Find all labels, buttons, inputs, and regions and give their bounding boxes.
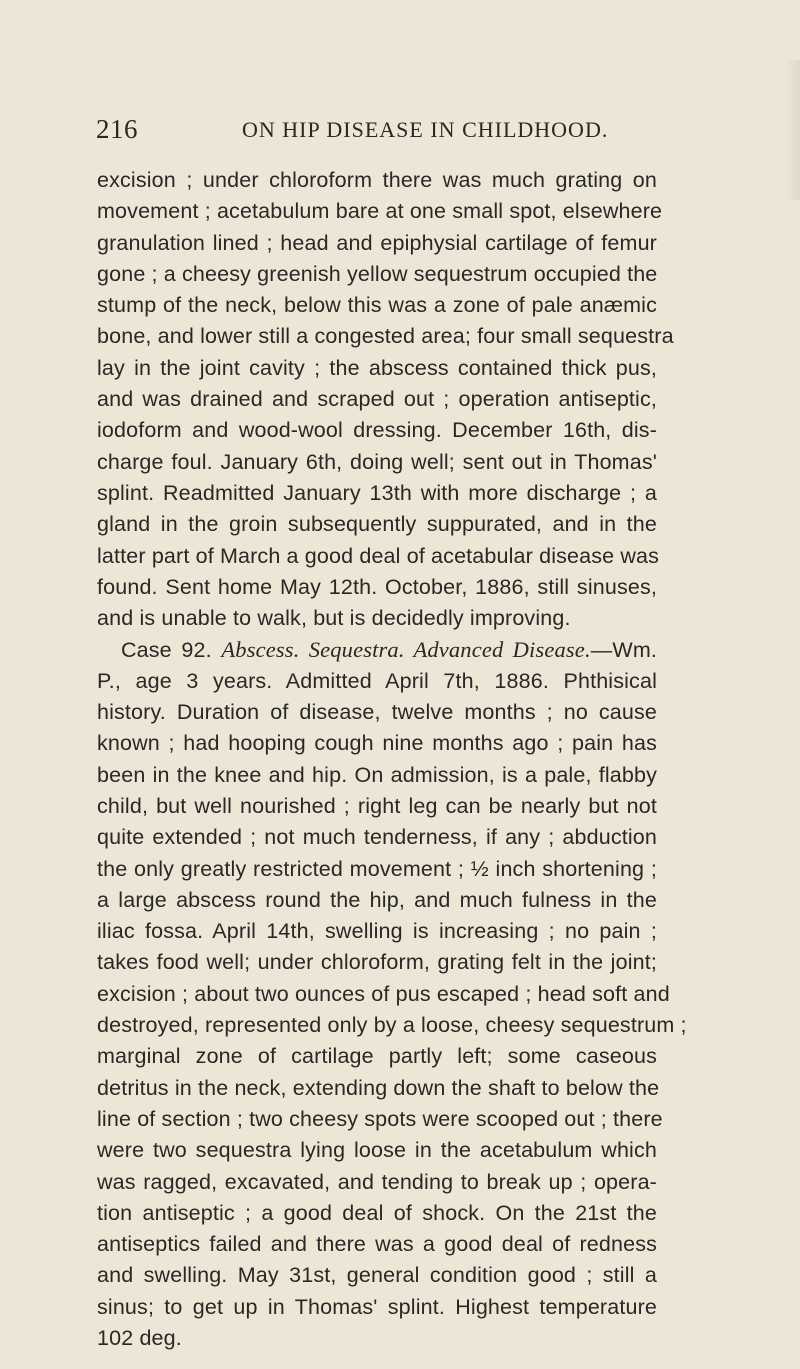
page-number: 216 <box>96 114 138 144</box>
text-line: known ; had hooping cough nine months ago ; pain has <box>97 731 657 756</box>
text-line: quite extended ; not much tenderness, if any ; abduction <box>97 825 657 850</box>
text-line: was ragged, excavated, and tending to break up ; opera- <box>97 1169 657 1194</box>
text-line: been in the knee and hip. On admission, is a pale, flabby <box>97 762 657 787</box>
text-line: and swelling. May 31st, general condition good ; still a <box>97 1263 657 1288</box>
text-line: P., age 3 years. Admitted April 7th, 1886. Phthisical <box>97 668 657 693</box>
text-line: found. Sent home May 12th. October, 1886, still sinuses, <box>97 574 657 599</box>
text-line: movement ; acetabulum bare at one small spot, elsewhere <box>97 199 663 224</box>
text-line: granulation lined ; head and epiphysial cartilage of femur <box>97 230 657 255</box>
text-line: and was drained and scraped out ; operation antiseptic, <box>97 387 657 412</box>
page-crease <box>786 60 800 200</box>
text-line: a large abscess round the hip, and much fulness in the <box>97 887 657 912</box>
text-line: lay in the joint cavity ; the abscess contained thick pus, <box>97 355 657 380</box>
text-line: excision ; under chloroform there was much grating on <box>97 168 657 192</box>
text-line: iliac fossa. April 14th, swelling is increasing ; no pain ; <box>97 919 657 944</box>
text-line: and is unable to walk, but is decidedly improving. <box>97 606 571 631</box>
text-line: destroyed, represented only by a loose, cheesy sequestrum ; <box>97 1013 687 1038</box>
running-head <box>96 110 716 144</box>
text-line: splint. Readmitted January 13th with more discharge ; a <box>97 480 657 505</box>
case-title: Abscess. Sequestra. Advanced Disease. <box>221 637 591 663</box>
text-line: detritus in the neck, extending down the shaft to below the <box>97 1075 660 1100</box>
text-line: charge foul. January 6th, doing well; sent out in Thomas' <box>97 449 657 474</box>
text-line: line of section ; two cheesy spots were scooped out ; there <box>97 1106 663 1131</box>
text-line: gone ; a cheesy greenish yellow sequestrum occupied the <box>97 261 658 286</box>
text-line: the only greatly restricted movement ; ½ inch shortening ; <box>97 856 657 881</box>
text-line: stump of the neck, below this was a zone of pale anæmic <box>97 293 657 318</box>
text-line: marginal zone of cartilage partly left; some caseous <box>97 1044 657 1069</box>
body-text <box>97 165 687 1354</box>
case-patient: —Wm. <box>590 638 658 663</box>
text-line: sinus; to get up in Thomas' splint. Highest temperature <box>97 1294 657 1319</box>
text-line: 102 deg. <box>97 1325 182 1350</box>
case-number: Case 92. <box>121 638 212 663</box>
text-line: were two sequestra lying loose in the acetabulum which <box>97 1138 657 1163</box>
text-line: history. Duration of disease, twelve months ; no cause <box>97 700 657 725</box>
case-heading <box>97 634 657 665</box>
text-line: iodoform and wood-wool dressing. December 16th, dis- <box>97 418 657 443</box>
running-title: ON HIP DISEASE IN CHILDHOOD. <box>242 117 609 142</box>
text-line: tion antiseptic ; a good deal of shock. On the 21st the <box>97 1200 657 1225</box>
text-line: gland in the groin subsequently suppurated, and in the <box>97 512 657 537</box>
text-line: bone, and lower still a congested area; four small sequestra <box>97 324 674 349</box>
text-line: latter part of March a good deal of acetabular disease was <box>97 543 660 568</box>
text-line: excision ; about two ounces of pus escaped ; head soft and <box>97 981 670 1006</box>
text-line: antiseptics failed and there was a good deal of redness <box>97 1232 657 1257</box>
text-line: takes food well; under chloroform, grating felt in the joint; <box>97 950 657 975</box>
text-line: child, but well nourished ; right leg can be nearly but not <box>97 793 657 818</box>
